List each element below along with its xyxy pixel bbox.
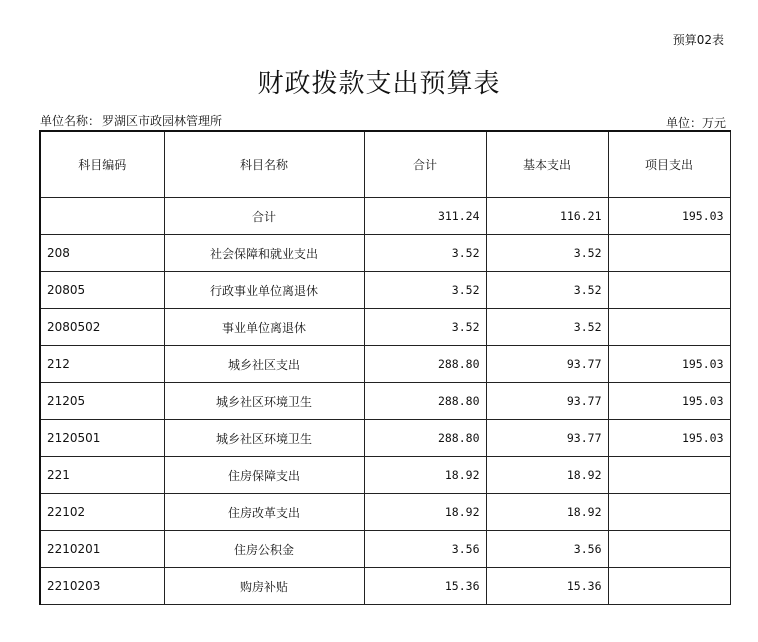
column-header-project: 项目支出: [608, 131, 730, 198]
row-code-cell: 2210203: [40, 568, 164, 605]
budget-table: [39, 130, 731, 605]
row-code-cell: 221: [40, 457, 164, 494]
table-row: [40, 309, 730, 346]
table-row: [40, 235, 730, 272]
table-row: [40, 420, 730, 457]
row-total-cell: 311.24: [364, 198, 486, 235]
row-code-cell: 2210201: [40, 531, 164, 568]
row-project-cell: [608, 235, 730, 272]
form-number: 预算02表: [672, 33, 724, 47]
row-project-cell: [608, 272, 730, 309]
table-row: [40, 383, 730, 420]
row-code-cell: 22102: [40, 494, 164, 531]
row-project-cell: [608, 309, 730, 346]
row-name-cell: 事业单位离退休: [164, 309, 364, 346]
row-name-cell: 住房保障支出: [164, 457, 364, 494]
currency-unit: 单位：万元: [665, 116, 726, 130]
row-total-cell: 18.92: [364, 457, 486, 494]
row-basic-cell: 15.36: [486, 568, 608, 605]
row-code-cell: [40, 198, 164, 235]
row-basic-cell: 3.52: [486, 235, 608, 272]
column-header-basic: 基本支出: [486, 131, 608, 198]
row-total-cell: 3.52: [364, 272, 486, 309]
row-code-cell: 2080502: [40, 309, 164, 346]
column-header-total: 合计: [364, 131, 486, 198]
row-basic-cell: 3.52: [486, 272, 608, 309]
row-basic-cell: 93.77: [486, 383, 608, 420]
row-total-cell: 15.36: [364, 568, 486, 605]
row-project-cell: [608, 494, 730, 531]
table-row: [40, 272, 730, 309]
row-name-cell: 住房公积金: [164, 531, 364, 568]
row-basic-cell: 3.52: [486, 309, 608, 346]
row-total-cell: 288.80: [364, 383, 486, 420]
row-total-cell: 3.52: [364, 309, 486, 346]
row-basic-cell: 18.92: [486, 457, 608, 494]
table-row: [40, 568, 730, 605]
row-basic-cell: 18.92: [486, 494, 608, 531]
row-name-cell: 城乡社区环境卫生: [164, 420, 364, 457]
row-project-cell: 195.03: [608, 198, 730, 235]
column-header-name: 科目名称: [164, 131, 364, 198]
row-code-cell: 2120501: [40, 420, 164, 457]
row-basic-cell: 3.56: [486, 531, 608, 568]
row-name-cell: 城乡社区支出: [164, 346, 364, 383]
column-header-code: 科目编码: [40, 131, 164, 198]
unit-name-value: 罗湖区市政园林管理所: [102, 114, 223, 128]
row-name-cell: 购房补贴: [164, 568, 364, 605]
row-total-cell: 18.92: [364, 494, 486, 531]
row-project-cell: 195.03: [608, 346, 730, 383]
row-total-cell: 288.80: [364, 346, 486, 383]
unit-name-label: 单位名称：: [40, 114, 101, 128]
table-row: [40, 198, 730, 235]
row-basic-cell: 116.21: [486, 198, 608, 235]
unit-name-line: [40, 112, 224, 129]
row-project-cell: [608, 457, 730, 494]
row-code-cell: 20805: [40, 272, 164, 309]
table-row: [40, 531, 730, 568]
table-row: [40, 494, 730, 531]
table-header-row: [40, 131, 730, 198]
row-project-cell: 195.03: [608, 383, 730, 420]
row-name-cell: 合计: [164, 198, 364, 235]
row-basic-cell: 93.77: [486, 420, 608, 457]
table-row: [40, 457, 730, 494]
row-basic-cell: 93.77: [486, 346, 608, 383]
row-project-cell: [608, 568, 730, 605]
row-name-cell: 社会保障和就业支出: [164, 235, 364, 272]
row-name-cell: 行政事业单位离退休: [164, 272, 364, 309]
row-code-cell: 208: [40, 235, 164, 272]
page-title: 财政拨款支出预算表: [257, 69, 501, 99]
row-total-cell: 288.80: [364, 420, 486, 457]
row-code-cell: 21205: [40, 383, 164, 420]
row-total-cell: 3.52: [364, 235, 486, 272]
row-code-cell: 212: [40, 346, 164, 383]
row-project-cell: 195.03: [608, 420, 730, 457]
table-row: [40, 346, 730, 383]
row-project-cell: [608, 531, 730, 568]
row-total-cell: 3.56: [364, 531, 486, 568]
row-name-cell: 城乡社区环境卫生: [164, 383, 364, 420]
row-name-cell: 住房改革支出: [164, 494, 364, 531]
